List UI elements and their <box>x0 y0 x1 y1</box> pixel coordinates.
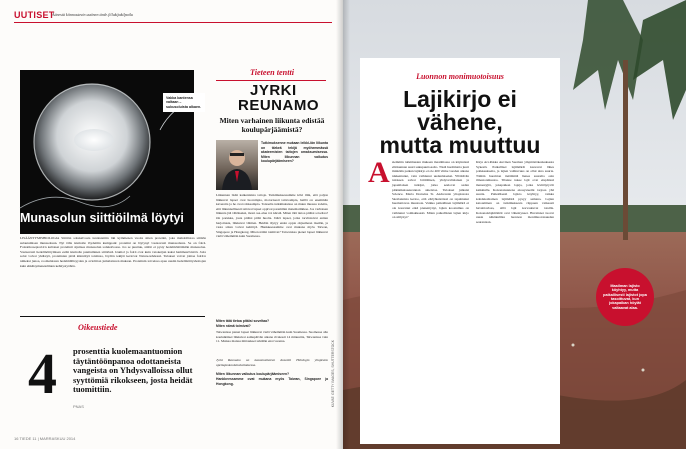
number-box-credit: PNAS <box>73 404 84 409</box>
article-kicker: Luonnon monimuotoisuus <box>416 72 504 81</box>
big-number: 4 <box>28 341 57 406</box>
interviewee-name-2: REUNAMO <box>238 97 319 114</box>
column-intro: Tutkimuksenne mukaan leikki-iän liikunta on tärkeä tekijä myöhemmässä akateemisten taitojen omaksumisessa. Miten liikunnan vaikutus koulupärjäämiseen? <box>261 141 328 164</box>
column-subhead: Miten varhainen liikunta edistää koulupärjäämistä? <box>219 116 325 134</box>
drop-cap: A <box>368 156 390 189</box>
number-box-text: prosenttia kuolemaantuomion täytäntöönpanoa odottaneista vangeista on Yhdysvalloissa ollut syyttömiä rikokseen, josta heidät tuomittiin. <box>73 346 193 394</box>
article-headline-line-2: mutta muuttuu <box>379 132 541 158</box>
feature-body: LISÄÄNTYMISBIOLOGIA Siittiön solukalvosta tunnistettiin liki kymmenen vuotta sitten proteiini, joka mahdollistaa siittiön sulautumisen munasoluun. Nyt tälle izumolle löydettiin kumppani: proteiini on löytynyt vastaavasti munasolusta. Se on folr4. Folaattireseptori4:n kaltaiset proteiinit sijaitsee munasolun solukalvossa. Jos se puuttuu, siittiö ei pysty hedelmöittämään munasolua. Vastaavasti hedelmöittymisen estää izumolle puuttuminen siittiöstä. Izumol ja folr4 ovat kuin vetoketjun kaksi hammasrivistöä. Jotta solut voivat yhdistyä, proteiinien pitää kiinnittyä toisiinsa, löydön tekijät kertovat Nature-lehdessä. Tulokset voivat johtaa folr4:n nimeksi junoa, roomalaisten hedelmällisyyden ja avioliiton jumalattaren mukaan. Proteiinin toiveissa apua uusiin hedelmöittyshoitojen kuin ehkäisymenetelmien kehitystyöhön. <box>20 236 206 268</box>
portrait-photo <box>216 140 258 190</box>
folio: 16 TIEDE 11 | MARRASKUU 2014 <box>14 436 76 441</box>
photo-credit: KUVAT: GETTY IMAGES, SHUTTERSTOCK <box>331 340 335 408</box>
article-headline <box>360 88 560 157</box>
page-gutter <box>336 0 350 449</box>
photo-caption-badge <box>596 268 654 326</box>
column-question-1: Miten liikunnan vaikutus koulupärjäämiseen? <box>216 372 290 376</box>
article-body-col-2: Kirja Ari-Pekka Auvinen Suomen ympäristökeskuksesta Sykestä. Paikalliset lajimäärät kasvavat lähes poikkeuksetta, ja lajien vaihtuvuus on ollut aina suurta. Tämän huomion tietämättä lienee suurelta osin ilmastonmuutos. Tilanne tukee lajit ovat etupäässä menestyjiä, jokapaikan lajeja, jotka levittäytyvät kaikkialle. Kokonaisuutena ekosysteemi tarjoaa yhä suuria. Paikallisesti lajisto köyhtyy, vaikka kohdekohtainen lajimäärä pysyy samana. Lajien katoaminen on tutkimuksesta riippuen vaikeasti havaittavissa, sillä lajit korvautuvat toisilla. Kokonaislajimäärät ovat vähentyneet. Havainnot tuovat uusia näkökulmia luonnon monimuotoisuuden seurantaan. <box>476 160 554 224</box>
column-body: Liikunnan lisää kaikenlaista taitoja. Tutkimuksessamme kävi ilmi, että paljon liikkuvat lapset ovat luovempia, motorisesti taitavampia, heillä on enemmän kavereita ja he ovat rohkeampia. Toisaalta tutkimuksissa on muun muassa todettu, että liikunnallisesti taitavat lapset oppivat paremmin matematiikkaa. Jos varhaisen liikunta jää vähäiseksi, moni osa-alue voi kärsiä. Miten tätä tietoa pitäisi soveltaa? On porukka, josta pitäisi pitää huolta. Jäärä lapset, jotka tarvitsisivat eniten harjoitusta, liikkuvat vähiten. Heidän täytyy ensin oppia ohjaamaan itseään, ja vasta sitten voivat kehittyä. Hankkeessamme ovat mukana myös Taiwan, Singapore ja Hongkong. Miten nämä toimivat? Taiwanissa pienet lapset liikkuvat vielä vähemmän kuin Suomessa. <box>216 193 328 239</box>
column-bio: Jyrki Reunamo on kasvatustieteen dosentti Helsingin yliopiston opettajankoulutuslaitoksessa. <box>216 358 328 367</box>
section-subtitle: Äänestä kiinnostavin uutinen tiede.fi/lukijakilpailu <box>52 12 133 17</box>
column-kicker: Tieteen tentti <box>250 68 295 77</box>
column-question-2: Miten tätä tietoa pitäisi soveltaa? <box>216 319 270 323</box>
portrait-icon <box>216 140 258 190</box>
column-rule <box>216 80 326 81</box>
column-question-3: Hankkeessamme ovat mukana myös Taiwan, Singapore ja Hongkong. <box>216 377 328 386</box>
column-tail: Taiwanissa pienet lapset liikkuvat vielä vähemmän kuin Suomessa. Suomessa alle kouluikäiset liikkuvat aamupäivän aikana rivakasti 14 minuuttia, Taiwanissa vain 11. Muissa maissa mittaukset tehdään ensi vuonna. <box>216 330 328 344</box>
number-box-rule <box>20 316 205 317</box>
article-headline-line-1: Lajikirjo ei vähene, <box>403 86 517 135</box>
photo-caption-text: Maailman lajisto köyhtyy, mutta paikallisesti lajistot jopa tasoittuvat, kun jokapaikan höylät valtaavat alaa. <box>603 283 647 310</box>
article-body-col-1: siemmin tutkimusten mukaan maailmassa on käynnissä eliökunnan suuri sukupuuttoaalto. Tästä huolimatta juuri minkään paikan lajikirjo ei ole 400 viime vuoden aikana niukentunut, vain vaihtunut uudenlaiseksi. Yllättävän tuloksen saivat brittiläisen, yhdysvaltalaisen ja japanilaisen tutkijat, jotka seulovat sadan pitkäaikaisseurannan aineistoa. Tulokset julkaisi Science. Marta Dornelas St. Andrewsin yliopistosta Skotlannista kertoo, että eliöyhteisöissä on tapahtunut huomattavaa muutosta. Vaikka paikallinen lajimäärä ei ole kasvanut eikä pienentynyt, lajien koostumus on vaihtunut voimakkaasti. Miten paikallisten lajien kirjo on säilynyt? <box>392 160 469 220</box>
column-question-4: Miten nämä toimivat? <box>216 324 251 328</box>
image-callout: Vakka kantensa valtaan – sukusoluista alkaen. <box>163 93 205 112</box>
section-label: UUTISET <box>14 10 55 20</box>
number-box-kicker: Oikeustiede <box>78 323 118 332</box>
feature-headline: Munasolun siittiöilmä löytyi <box>20 211 184 225</box>
section-rule <box>14 22 332 23</box>
interviewee-name-1: JYRKI <box>250 82 297 99</box>
